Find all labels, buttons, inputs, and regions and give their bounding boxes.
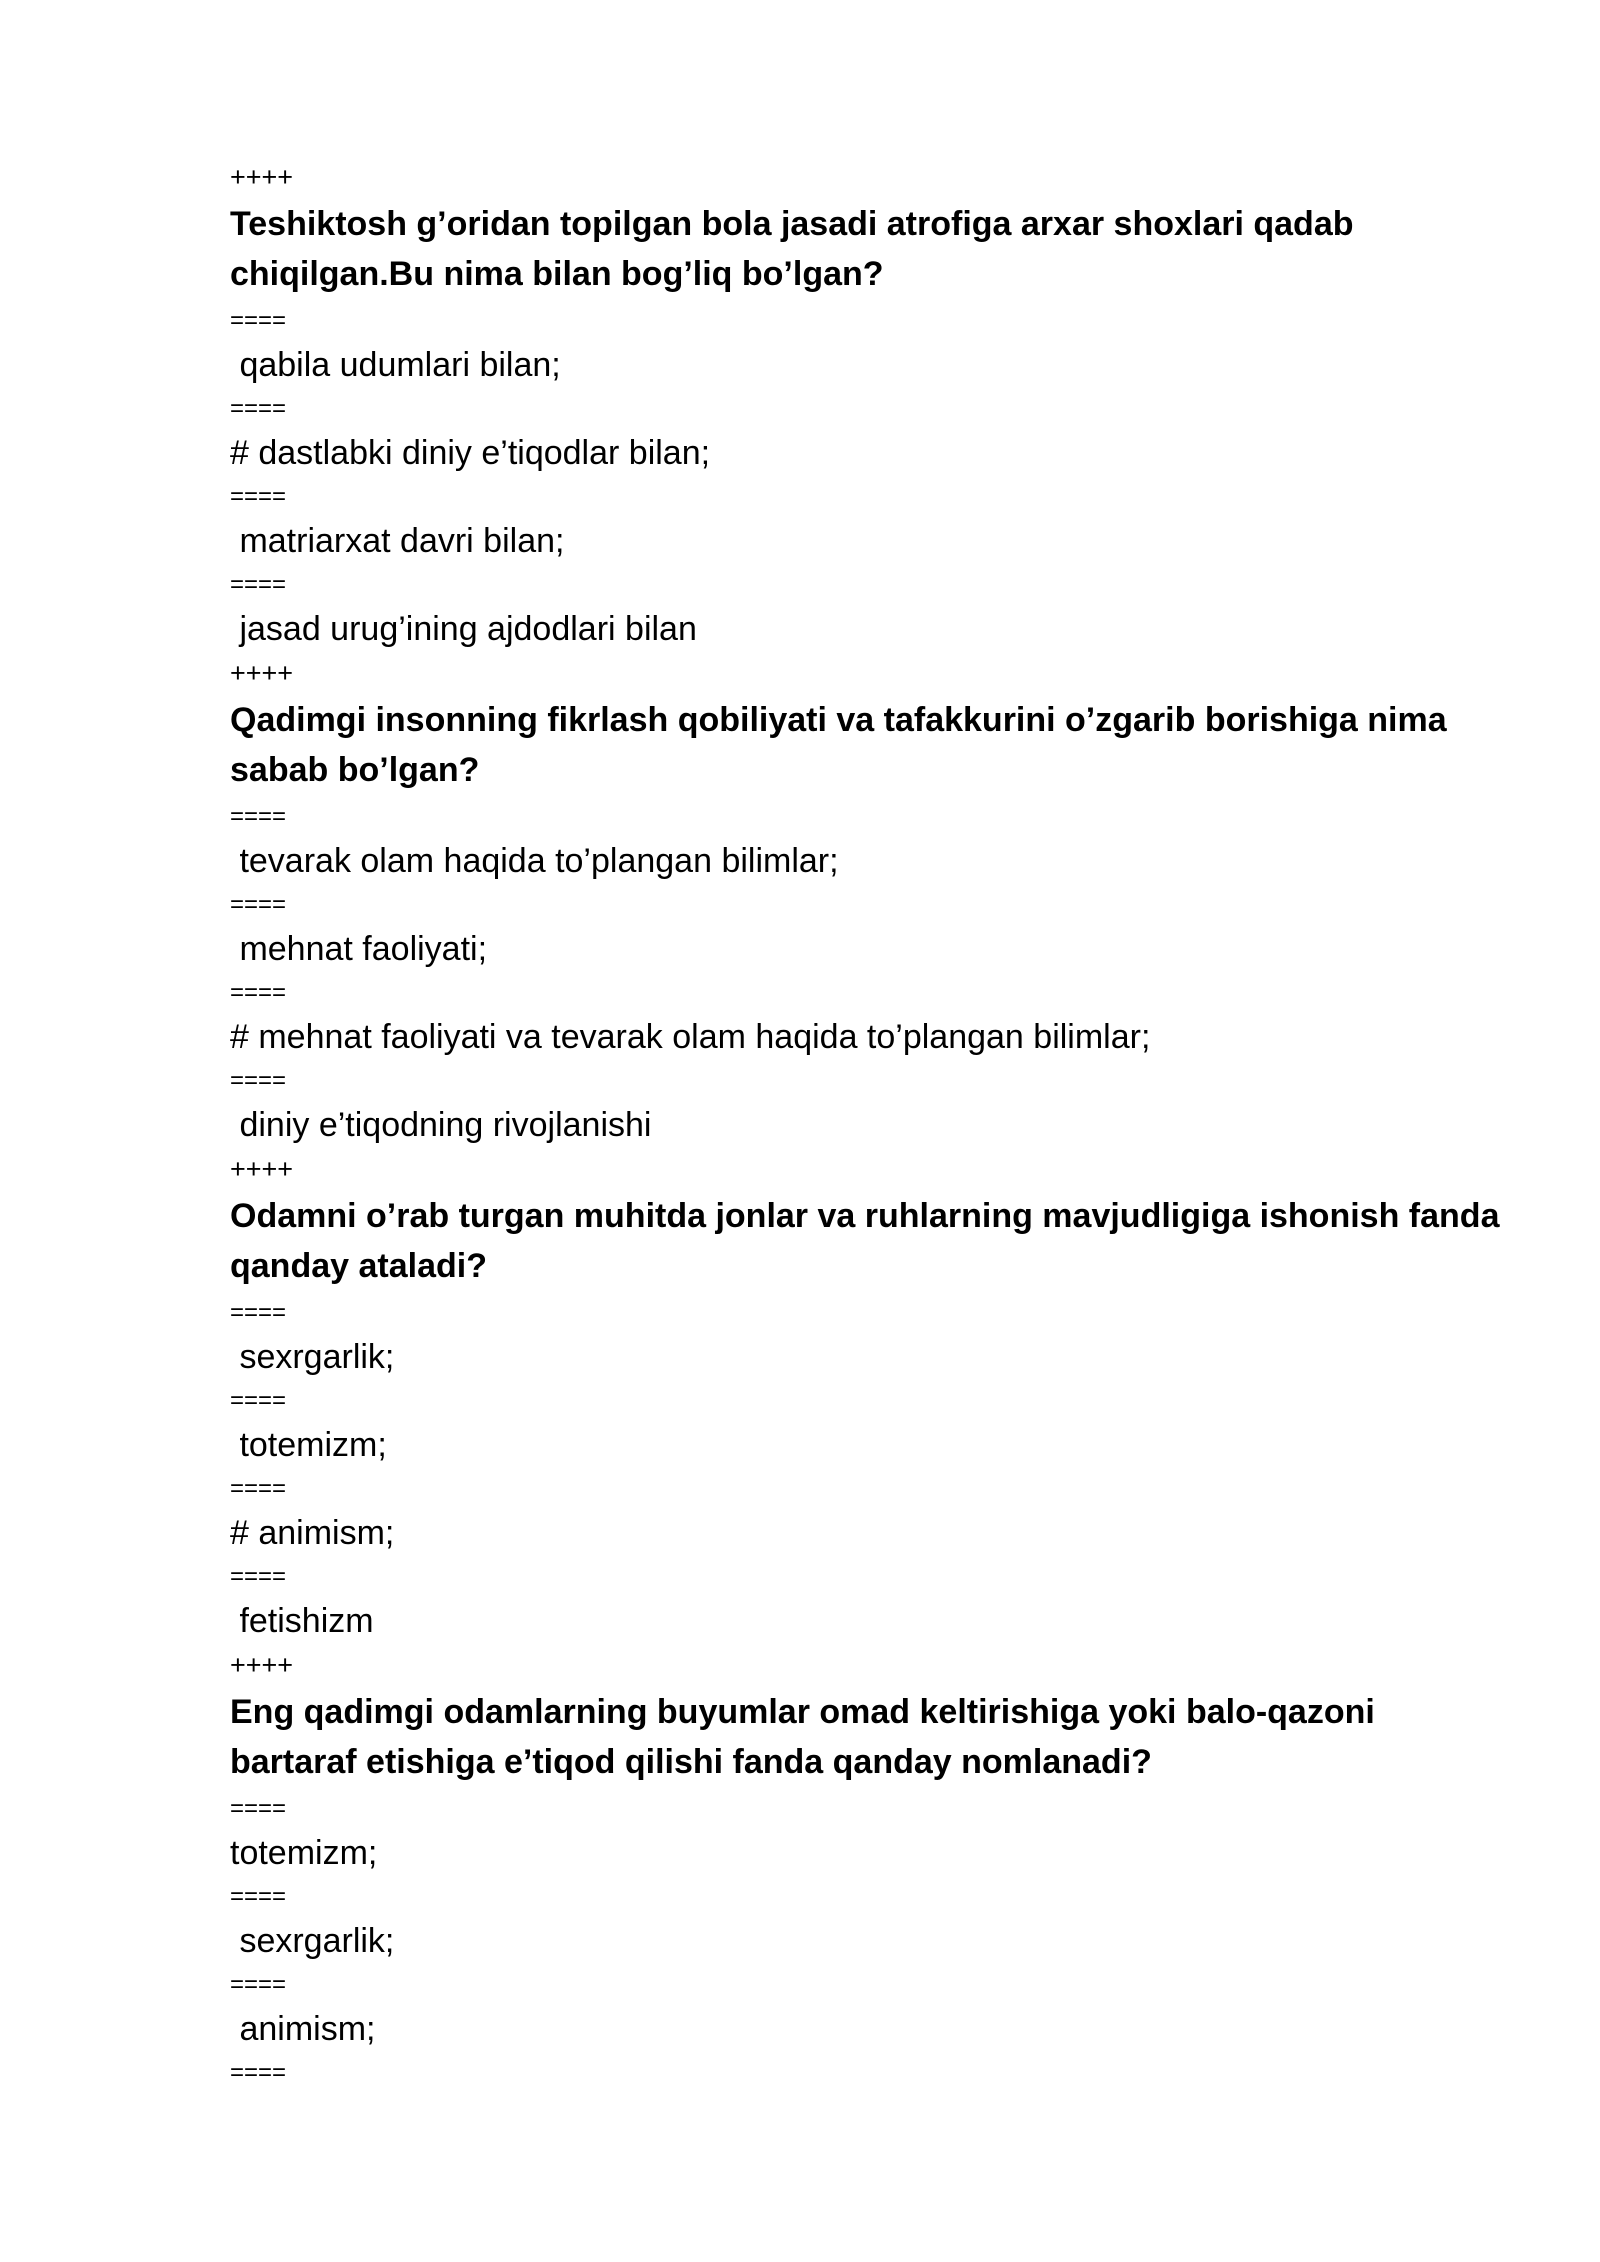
option-text: animism; xyxy=(230,2010,376,2048)
trailing-separator: ==== xyxy=(230,2059,287,2086)
option-text: fetishizm xyxy=(230,1602,374,1640)
option-separator: ==== xyxy=(230,891,287,918)
option-separator: ==== xyxy=(230,1883,287,1910)
option-separator: ==== xyxy=(230,571,287,598)
question-text: Qadimgi insonning fikrlash qobiliyati va tafakkurini o’zgarib borishiga nima sabab bo’lgan? xyxy=(230,701,1447,789)
option-separator: ==== xyxy=(230,1387,287,1414)
option-text: # animism; xyxy=(230,1514,395,1552)
option-separator: ==== xyxy=(230,395,287,422)
option-text: matriarxat davri bilan; xyxy=(230,522,565,560)
question-separator: ++++ xyxy=(230,1154,294,1184)
option-text: mehnat faoliyati; xyxy=(230,930,488,968)
question-text: Teshiktosh g’oridan topilgan bola jasadi atrofiga arxar shoxlari qadab chiqilgan.Bu nima bilan bog’liq bo’lgan? xyxy=(230,205,1354,293)
option-separator: ==== xyxy=(230,1067,287,1094)
question-block xyxy=(230,1147,1500,1643)
question-text: Odamni o’rab turgan muhitda jonlar va ruhlarning mavjudligiga ishonish fanda qanday ataladi? xyxy=(230,1197,1500,1285)
option-separator: ==== xyxy=(230,1971,287,1998)
option-text: totemizm; xyxy=(230,1834,378,1872)
option-text: qabila udumlari bilan; xyxy=(230,346,561,384)
option-separator: ==== xyxy=(230,979,287,1006)
question-block xyxy=(230,155,1500,651)
option-separator: ==== xyxy=(230,803,287,830)
question-block xyxy=(230,651,1500,1147)
option-text: diniy e’tiqodning rivojlanishi xyxy=(230,1106,652,1144)
option-text: tevarak olam haqida to’plangan bilimlar; xyxy=(230,842,839,880)
option-text: sexrgarlik; xyxy=(230,1922,395,1960)
option-separator: ==== xyxy=(230,1475,287,1502)
document-page xyxy=(230,155,1500,2095)
question-separator: ++++ xyxy=(230,1650,294,1680)
question-separator: ++++ xyxy=(230,658,294,688)
question-separator: ++++ xyxy=(230,162,294,192)
question-block xyxy=(230,1643,1500,2051)
option-separator: ==== xyxy=(230,1299,287,1326)
option-text: # mehnat faoliyati va tevarak olam haqida to’plangan bilimlar; xyxy=(230,1018,1151,1056)
option-separator: ==== xyxy=(230,483,287,510)
question-text: Eng qadimgi odamlarning buyumlar omad keltirishiga yoki balo-qazoni bartaraf etishiga e’tiqod qilishi fanda qanday nomlanadi? xyxy=(230,1693,1375,1781)
option-separator: ==== xyxy=(230,1563,287,1590)
option-text: jasad urug’ining ajdodlari bilan xyxy=(230,610,697,648)
option-separator: ==== xyxy=(230,1795,287,1822)
option-text: totemizm; xyxy=(230,1426,387,1464)
option-text: # dastlabki diniy e’tiqodlar bilan; xyxy=(230,434,711,472)
option-separator: ==== xyxy=(230,307,287,334)
option-text: sexrgarlik; xyxy=(230,1338,395,1376)
